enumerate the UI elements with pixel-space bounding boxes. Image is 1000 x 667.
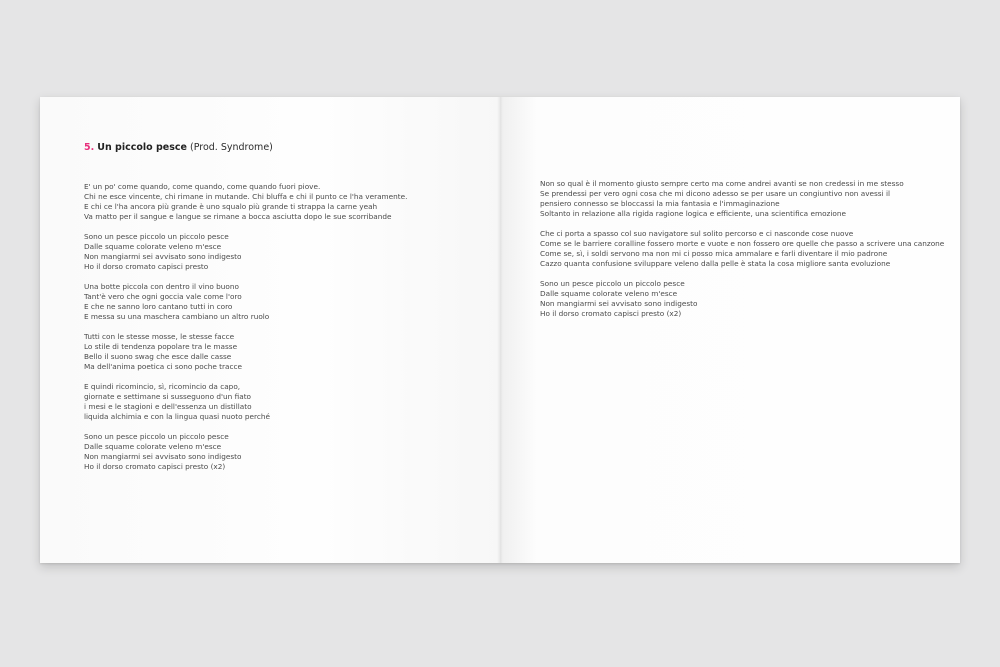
lyric-line: Tutti con le stesse mosse, le stesse facce (84, 332, 235, 341)
cd-booklet-spread (40, 97, 960, 563)
track-name: Un piccolo pesce (97, 142, 187, 153)
lyric-line: Tant'è vero che ogni goccia vale come l'oro (84, 292, 242, 301)
lyric-line: i mesi e le stagioni e dell'essenza un distillato (84, 402, 252, 411)
song-title (84, 142, 273, 153)
lyric-line: Se prendessi per vero ogni cosa che mi dicono adesso se per usare un congiuntivo non avessi il (540, 189, 891, 198)
lyric-line: Non mangiarmi sei avvisato sono indigesto (84, 252, 242, 261)
lyric-line: Va matto per il sangue e langue se rimane a bocca asciutta dopo le sue scorribande (84, 212, 392, 221)
left-page (40, 97, 500, 563)
lyric-line: Dalle squame colorate veleno m'esce (540, 289, 678, 298)
right-page (500, 97, 960, 563)
lyric-line: Bello il suono swag che esce dalle casse (84, 352, 232, 361)
lyric-line: Ho il dorso cromato capisci presto (x2) (84, 462, 226, 471)
lyrics-stanza (540, 279, 944, 319)
lyrics-stanza (540, 179, 944, 219)
lyric-line: giornate e settimane si susseguono d'un fiato (84, 392, 252, 401)
lyric-line: Una botte piccola con dentro il vino buono (84, 282, 239, 291)
lyric-line: Dalle squame colorate veleno m'esce (84, 242, 222, 251)
lyrics-stanza (540, 229, 944, 269)
lyric-line: Come se, sì, i soldi servono ma non mi ci posso mica ammalare e farli diventare il mio padrone (540, 249, 888, 258)
lyric-line: pensiero connesso se bloccassi la mia fantasia e l'immaginazione (540, 199, 780, 208)
lyric-line: Come se le barriere coralline fossero morte e vuote e non fossero ore quelle che passo a scrivere una canzone (540, 239, 945, 248)
lyric-line: Sono un pesce piccolo un piccolo pesce (84, 232, 229, 241)
lyric-line: E' un po' come quando, come quando, come quando fuori piove. (84, 182, 321, 191)
lyric-line: Ho il dorso cromato capisci presto (84, 262, 209, 271)
lyrics-stanza (84, 432, 407, 472)
lyric-line: Che ci porta a spasso col suo navigatore sul solito percorso e ci nasconde cose nuove (540, 229, 854, 238)
lyric-line: Sono un pesce piccolo un piccolo pesce (84, 432, 229, 441)
lyric-line: E messa su una maschera cambiano un altro ruolo (84, 312, 270, 321)
lyrics-right (540, 179, 944, 329)
lyric-line: Ma dell'anima poetica ci sono poche tracce (84, 362, 242, 371)
lyrics-stanza (84, 282, 407, 322)
lyrics-stanza (84, 382, 407, 422)
track-credit: (Prod. Syndrome) (190, 142, 273, 153)
lyric-line: Non mangiarmi sei avvisato sono indigesto (84, 452, 242, 461)
lyrics-left (84, 182, 407, 482)
lyrics-stanza (84, 232, 407, 272)
lyrics-stanza (84, 182, 407, 222)
lyric-line: Ho il dorso cromato capisci presto (x2) (540, 309, 682, 318)
track-number: 5. (84, 142, 95, 153)
lyric-line: E quindi ricomincio, sì, ricomincio da capo, (84, 382, 241, 391)
lyric-line: E che ne sanno loro cantano tutti in coro (84, 302, 233, 311)
lyric-line: E chi ce l'ha ancora più grande è uno squalo più grande ti strappa la carne yeah (84, 202, 378, 211)
lyrics-stanza (84, 332, 407, 372)
lyric-line: Dalle squame colorate veleno m'esce (84, 442, 222, 451)
lyric-line: Cazzo quanta confusione sviluppare veleno dalla pelle è stata la cosa migliore santa evoluzione (540, 259, 891, 268)
lyric-line: Non so qual è il momento giusto sempre certo ma come andrei avanti se non credessi in me stesso (540, 179, 904, 188)
lyric-line: Non mangiarmi sei avvisato sono indigesto (540, 299, 698, 308)
booklet-spine (497, 97, 503, 563)
lyric-line: Lo stile di tendenza popolare tra le masse (84, 342, 238, 351)
lyric-line: liquida alchimia e con la lingua quasi nuoto perché (84, 412, 270, 421)
lyric-line: Chi ne esce vincente, chi rimane in mutande. Chi bluffa e chi il punto ce l'ha veramente. (84, 192, 408, 201)
lyric-line: Sono un pesce piccolo un piccolo pesce (540, 279, 685, 288)
lyric-line: Soltanto in relazione alla rigida ragione logica e efficiente, una scientifica emozione (540, 209, 846, 218)
